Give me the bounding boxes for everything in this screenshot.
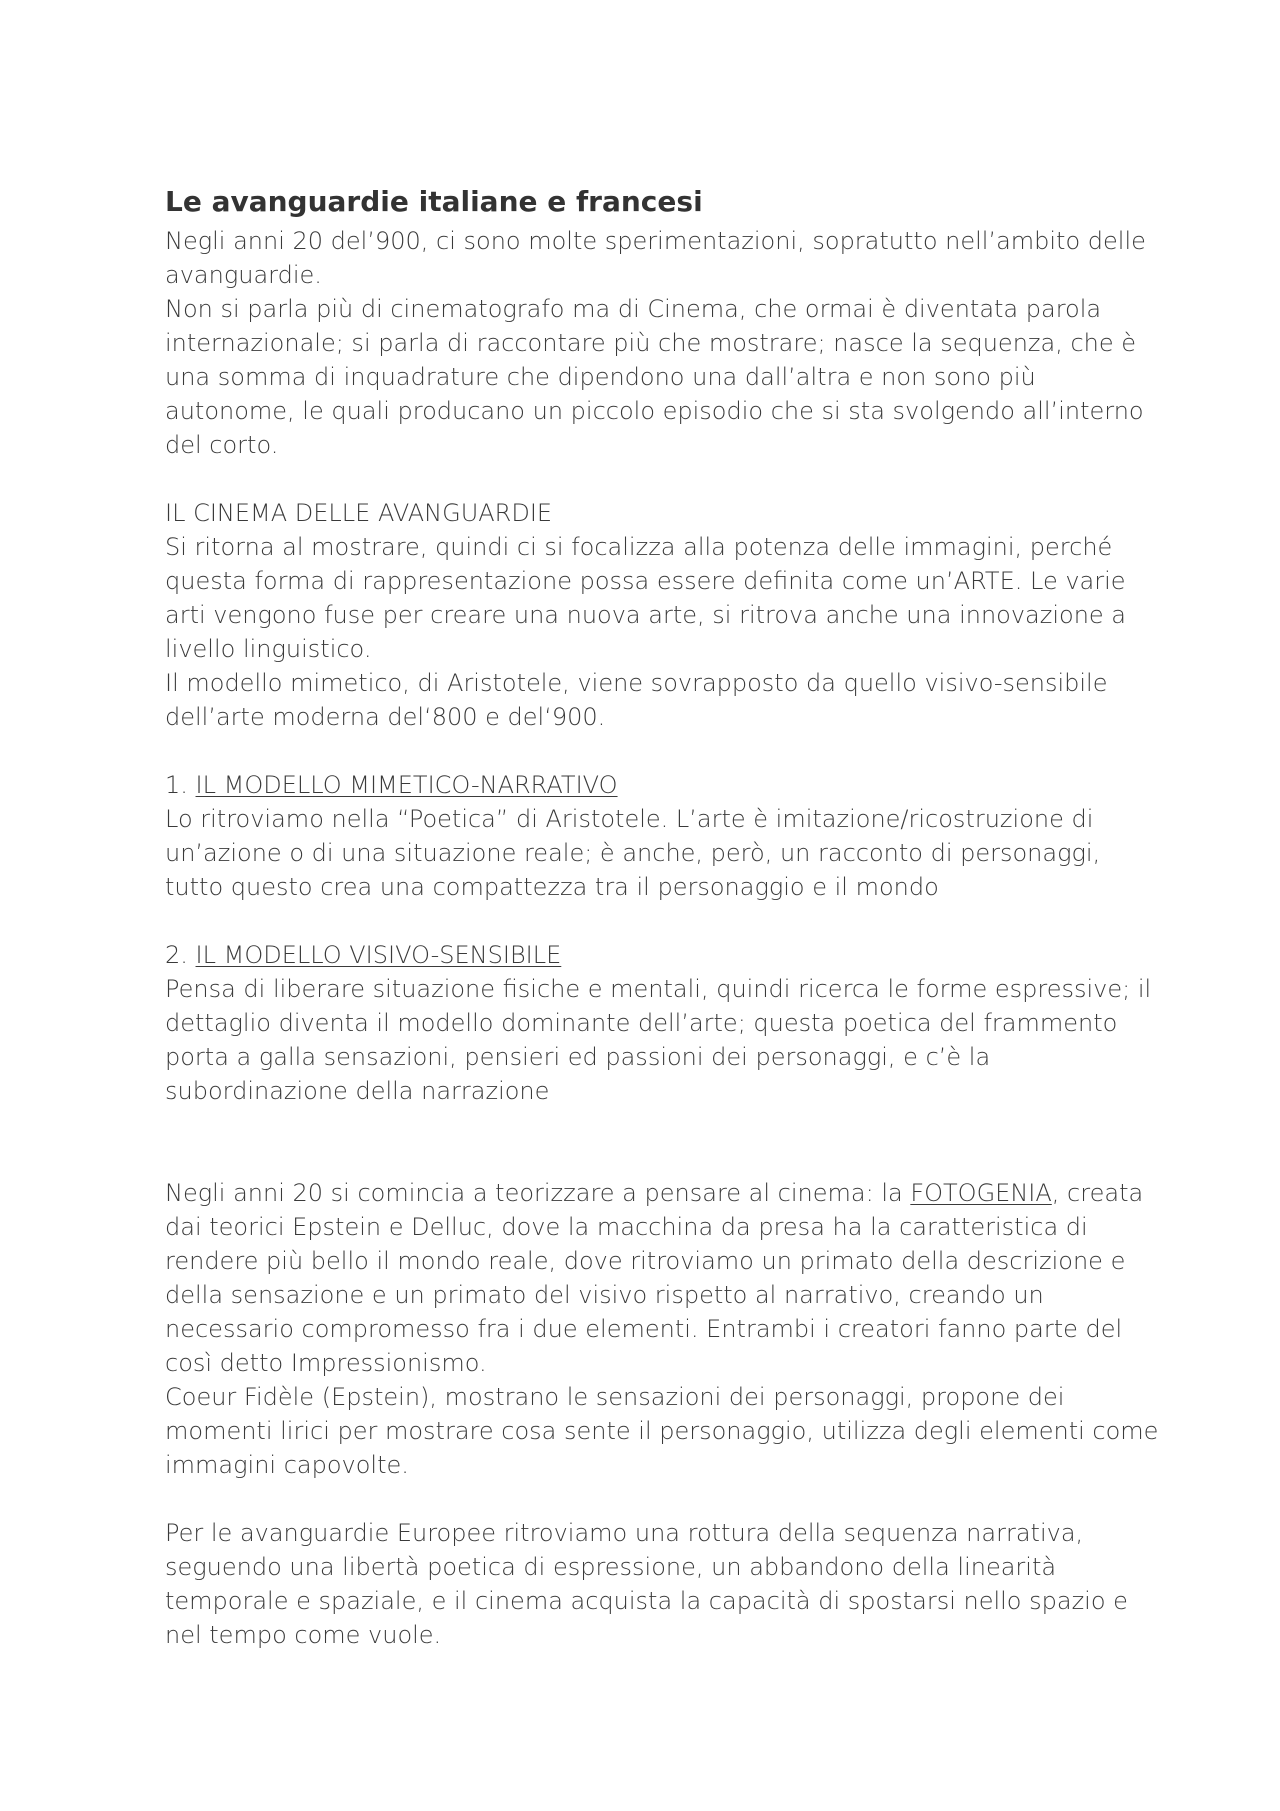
cinema-paragraph-2: Il modello mimetico, di Aristotele, viene sovrapposto da quello visivo-sensibile dell’arte moderna del‘800 e del‘900. bbox=[165, 669, 1108, 731]
fotogenia-paragraph bbox=[165, 1176, 1165, 1380]
spacer bbox=[165, 462, 1165, 496]
model2-number: 2. bbox=[165, 941, 196, 969]
model2-heading bbox=[165, 938, 1165, 972]
model1-text: Lo ritroviamo nella “Poetica” di Aristotele. L’arte è imitazione/ricostruzione di un’azione o di una situazione reale; è anche, però, un racconto di personaggi, tutto questo crea una compattezza tra il personaggio e il mondo bbox=[165, 805, 1101, 901]
document-title: Le avanguardie italiane e francesi bbox=[165, 185, 703, 218]
fotogenia-after: , creata dai teorici Epstein e Delluc, dove la macchina da presa ha la caratteristica di rendere più bello il mondo reale, dove ritroviamo un primato della descrizione e della sensazione e un primato del visivo rispetto al narrativo, creando un necessario compromesso fra i due elementi. Entrambi i creatori fanno parte del così detto Impressionismo. bbox=[165, 1179, 1144, 1377]
intro-paragraph-2: Non si parla più di cinematografo ma di Cinema, che ormai è diventata parola internazionale; si parla di raccontare più che mostrare; nasce la sequenza, che è una somma di inquadrature che dipendono una dall’altra e non sono più autonome, le quali producano un piccolo episodio che si sta svolgendo all’interno del corto. bbox=[165, 295, 1144, 459]
model1-number: 1. bbox=[165, 771, 196, 799]
spacer bbox=[165, 734, 1165, 768]
cinema-paragraph-1: Si ritorna al mostrare, quindi ci si focalizza alla potenza delle immagini, perché questa forma di rappresentazione possa essere definita come un’ARTE. Le varie arti vengono fuse per creare una nuova arte, si ritrova anche una innovazione a livello linguistico. bbox=[165, 533, 1127, 663]
spacer bbox=[165, 1108, 1165, 1176]
spacer bbox=[165, 1482, 1165, 1516]
fotogenia-before: Negli anni 20 si comincia a teorizzare a pensare al cinema: la bbox=[165, 1179, 911, 1207]
model1-title: IL MODELLO MIMETICO-NARRATIVO bbox=[195, 771, 618, 799]
document-page bbox=[165, 180, 1165, 1652]
model2-text: Pensa di liberare situazione fisiche e mentali, quindi ricerca le forme espressive; il dettaglio diventa il modello dominante dell’arte; questa poetica del frammento porta a galla sensazioni, pensieri ed passioni dei personaggi, e c’è la subordinazione della narrazione bbox=[165, 975, 1152, 1105]
intro-paragraph-1: Negli anni 20 del’900, ci sono molte sperimentazioni, sopratutto nell’ambito delle avanguardie. bbox=[165, 227, 1146, 289]
model2-title: IL MODELLO VISIVO-SENSIBILE bbox=[195, 941, 562, 969]
closing-paragraph: Per le avanguardie Europee ritroviamo una rottura della sequenza narrativa, seguendo una libertà poetica di espressione, un abbandono della linearità temporale e spaziale, e il cinema acquista la capacità di spostarsi nello spazio e nel tempo come vuole. bbox=[165, 1519, 1128, 1649]
model1-heading bbox=[165, 768, 1165, 802]
spacer bbox=[165, 904, 1165, 938]
section-heading-cinema: IL CINEMA DELLE AVANGUARDIE bbox=[165, 499, 553, 527]
coeur-fidele-paragraph: Coeur Fidèle (Epstein), mostrano le sensazioni dei personaggi, propone dei momenti lirici per mostrare cosa sente il personaggio, utilizza degli elementi come immagini capovolte. bbox=[165, 1383, 1159, 1479]
fotogenia-term: FOTOGENIA bbox=[910, 1179, 1052, 1207]
